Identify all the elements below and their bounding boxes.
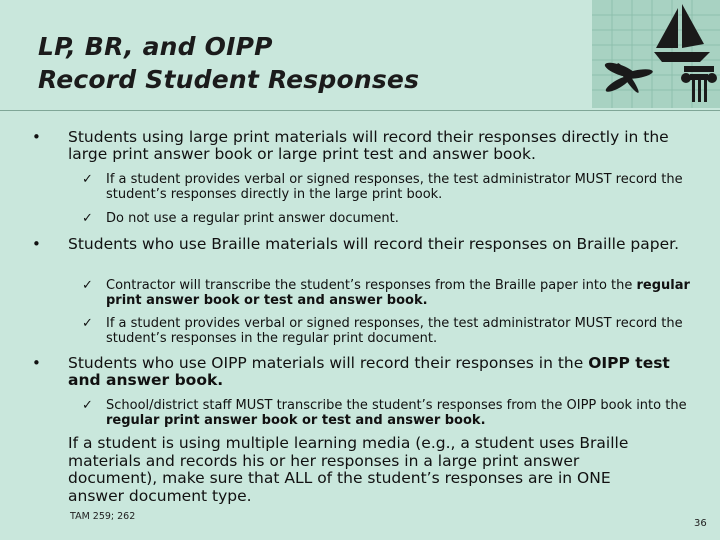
bullet-text: Students who use Braille materials will record their responses on Braille paper. (68, 235, 679, 253)
slide-title-line-2: Record Student Responses (38, 65, 420, 94)
page-number: 36 (694, 518, 707, 529)
sub-bullet-text: Do not use a regular print answer document. (106, 211, 399, 226)
sub-bullet-text: If a student provides verbal or signed responses, the test administrator MUST record the student’s responses in the regular print document. (106, 316, 683, 346)
bullet-oipp (32, 354, 688, 389)
sub-bullet-text: If a student provides verbal or signed responses, the test administrator MUST record the student’s responses directly in the large print book. (106, 172, 683, 202)
bullet-icon: • (32, 128, 41, 146)
bullet-braille (32, 235, 688, 253)
bullet-large-print (32, 128, 688, 163)
title-divider (0, 110, 720, 111)
bullet-icon: • (32, 235, 41, 253)
check-icon: ✓ (82, 398, 93, 413)
sub-bullet-braille-verbal (82, 316, 690, 346)
sub-bullet-bold-text: regular print answer book or test and answer book. (106, 413, 486, 428)
decorative-clipart (592, 0, 720, 108)
bullet-icon: • (32, 354, 41, 372)
check-icon: ✓ (82, 211, 93, 226)
sub-bullet-no-regular-print (82, 211, 690, 226)
bullet-bold-text: OIPP test and answer book. (68, 354, 670, 389)
check-icon: ✓ (82, 172, 93, 187)
sub-bullet-large-print-verbal (82, 172, 690, 202)
slide-title (38, 30, 419, 96)
sub-bullet-oipp-transcribe (82, 398, 690, 428)
multiple-media-note: If a student is using multiple learning media (e.g., a student uses Braille materials and records his or her responses in a large print answer document), make sure that ALL of the student’s responses are in ONE answer document type. (68, 434, 629, 505)
sub-bullet-text: School/district staff MUST transcribe the student’s responses from the OIPP book into the (106, 398, 687, 413)
sub-bullet-braille-transcribe (82, 278, 690, 308)
check-icon: ✓ (82, 278, 93, 293)
slide-title-line-1: LP, BR, and OIPP (38, 32, 273, 61)
sub-bullet-bold-text: regular print answer book or test and answer book. (106, 278, 690, 308)
bullet-text: Students using large print materials will record their responses directly in the large print answer book or large print test and answer book. (68, 128, 669, 163)
reference-text: TAM 259; 262 (70, 511, 136, 522)
sub-bullet-text: Contractor will transcribe the student’s responses from the Braille paper into the (106, 278, 637, 293)
bullet-text: Students who use OIPP materials will record their responses in the (68, 354, 589, 372)
check-icon: ✓ (82, 316, 93, 331)
